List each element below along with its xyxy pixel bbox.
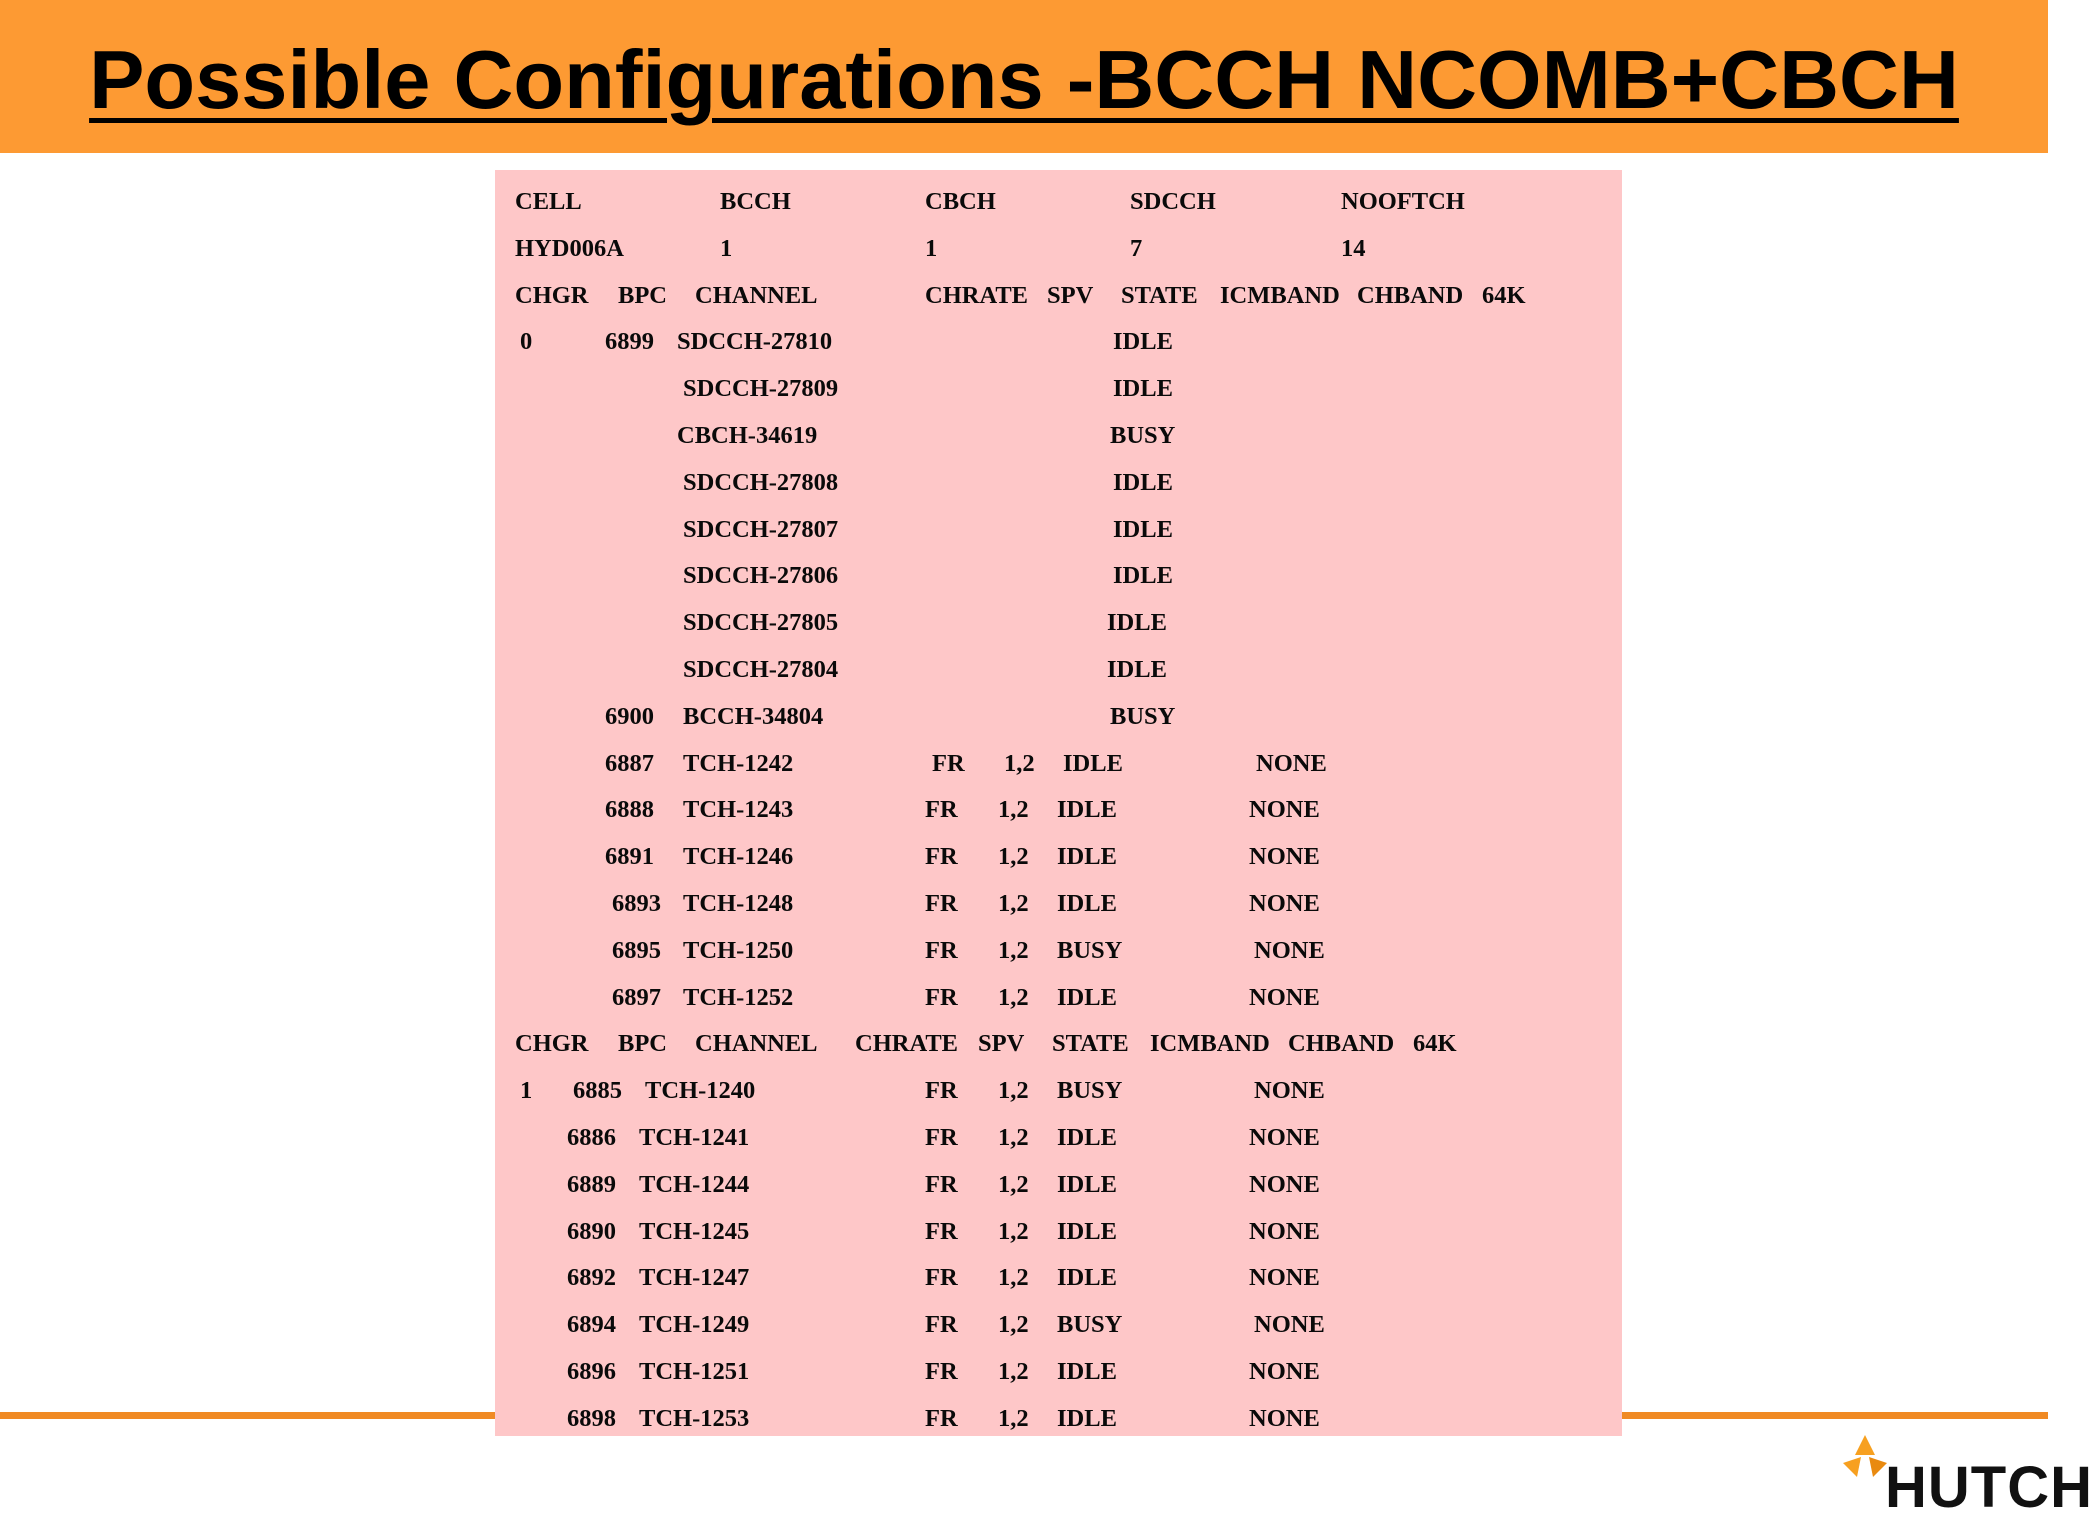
table-cell: IDLE	[1057, 843, 1117, 871]
table-row	[495, 1209, 1622, 1255]
table-cell: IDLE	[1063, 749, 1123, 777]
table-cell: BUSY	[1110, 702, 1176, 730]
table-cell: SDCCH-27806	[683, 562, 839, 590]
table-cell: ICMBAND	[1150, 1030, 1270, 1058]
table-row	[495, 1068, 1622, 1114]
table-cell: FR	[925, 936, 958, 964]
table-cell: BUSY	[1057, 1311, 1123, 1339]
table-cell: 14	[1341, 234, 1366, 262]
table-row	[495, 553, 1622, 599]
table-cell: CHANNEL	[695, 281, 818, 309]
table-cell: 6898	[567, 1404, 616, 1432]
table-row	[495, 647, 1622, 693]
table-cell: 6893	[612, 890, 661, 917]
table-cell: BPC	[618, 1030, 667, 1058]
table-cell: TCH-1244	[639, 1170, 750, 1198]
table-cell: IDLE	[1107, 609, 1167, 637]
table-cell: NONE	[1249, 796, 1320, 824]
table-cell: IDLE	[1057, 1170, 1117, 1198]
table-cell: 6889	[567, 1170, 616, 1198]
table-cell: 6896	[567, 1358, 616, 1385]
table-row	[495, 975, 1622, 1021]
table-cell: FR	[932, 749, 965, 777]
table-cell: TCH-1246	[683, 843, 794, 871]
table-cell: CHGR	[515, 281, 589, 309]
table-cell: NONE	[1249, 1170, 1320, 1198]
table-cell: 6900	[605, 702, 654, 730]
table-cell: SDCCH-27809	[683, 375, 839, 403]
table-cell: CHBAND	[1288, 1030, 1395, 1058]
table-cell: 0	[520, 328, 533, 356]
table-cell: SPV	[1047, 281, 1094, 309]
table-cell: IDLE	[1057, 983, 1117, 1011]
table-cell: NONE	[1249, 1264, 1320, 1292]
table-cell: 1,2	[998, 1358, 1029, 1385]
table-cell: FR	[925, 1217, 958, 1245]
table-cell: 1,2	[998, 890, 1029, 917]
table-cell: 6891	[605, 843, 654, 871]
table-cell: 1	[925, 234, 938, 262]
hutch-logo-text: HUTCH	[1885, 1455, 2093, 1520]
table-cell: FR	[925, 796, 958, 824]
table-cell: 6888	[605, 796, 654, 824]
table-cell: 6890	[567, 1217, 616, 1245]
table-cell: CHGR	[515, 1030, 589, 1058]
table-cell: IDLE	[1057, 890, 1117, 917]
table-cell: 1,2	[998, 983, 1029, 1011]
table-row	[495, 881, 1622, 927]
table-cell: 6885	[573, 1077, 622, 1105]
table-cell: IDLE	[1113, 328, 1173, 356]
table-row	[495, 226, 1622, 272]
table-cell: BUSY	[1110, 422, 1176, 449]
table-row	[495, 1396, 1622, 1442]
table-cell: NONE	[1254, 1077, 1325, 1105]
table-cell: FR	[925, 890, 958, 917]
table-row	[495, 1021, 1622, 1067]
table-cell: FR	[925, 983, 958, 1011]
config-printout-panel	[495, 170, 1622, 1436]
table-cell: CBCH	[925, 188, 996, 215]
table-cell: IDLE	[1113, 562, 1173, 590]
table-cell: FR	[925, 1404, 958, 1432]
table-row	[495, 928, 1622, 974]
table-row	[495, 1302, 1622, 1348]
table-row	[495, 273, 1622, 319]
table-row	[495, 1115, 1622, 1161]
table-cell: 7	[1130, 234, 1143, 262]
table-cell: IDLE	[1057, 1124, 1117, 1151]
table-cell: ICMBAND	[1220, 281, 1340, 309]
table-cell: 1,2	[1004, 749, 1035, 777]
table-cell: TCH-1243	[683, 796, 794, 824]
table-cell: 1,2	[998, 1217, 1029, 1245]
table-cell: BCCH-34804	[683, 702, 824, 730]
table-row	[495, 1255, 1622, 1301]
table-cell: SDCCH-27804	[683, 656, 839, 683]
table-cell: STATE	[1121, 281, 1198, 309]
hutch-logo	[1835, 1428, 2093, 1528]
table-cell: FR	[925, 1311, 958, 1339]
table-row	[495, 507, 1622, 553]
table-cell: 1	[520, 1077, 533, 1105]
table-cell: 1,2	[998, 1170, 1029, 1198]
table-cell: 1,2	[998, 1264, 1029, 1292]
table-cell: IDLE	[1057, 1404, 1117, 1432]
table-row	[495, 694, 1622, 740]
table-cell: TCH-1249	[639, 1311, 750, 1339]
table-cell: 1	[720, 234, 733, 262]
table-cell: BPC	[618, 281, 667, 309]
table-cell: 1,2	[998, 1077, 1029, 1105]
table-cell: BUSY	[1057, 936, 1123, 964]
table-cell: IDLE	[1113, 468, 1173, 496]
table-row	[495, 319, 1622, 365]
table-cell: TCH-1248	[683, 890, 794, 917]
table-cell: TCH-1241	[639, 1124, 750, 1151]
table-cell: IDLE	[1057, 1358, 1117, 1385]
table-cell: CHRATE	[855, 1030, 959, 1058]
table-cell: IDLE	[1057, 796, 1117, 824]
title-bar	[0, 0, 2048, 153]
table-cell: 6899	[605, 328, 654, 356]
table-row	[495, 834, 1622, 880]
table-cell: FR	[925, 843, 958, 871]
table-cell: NONE	[1254, 1311, 1325, 1339]
table-cell: SDCCH-27805	[683, 609, 839, 637]
table-cell: 1,2	[998, 1311, 1029, 1339]
table-cell: TCH-1247	[639, 1264, 750, 1292]
table-cell: 1,2	[998, 1404, 1029, 1432]
table-cell: 1,2	[998, 936, 1029, 964]
table-cell: NONE	[1254, 936, 1325, 964]
slide-title: Possible Configurations -BCCH NCOMB+CBCH	[89, 33, 1959, 126]
table-cell: TCH-1245	[639, 1217, 750, 1245]
table-cell: CHRATE	[925, 281, 1029, 309]
table-cell: NONE	[1249, 1404, 1320, 1432]
table-cell: SDCCH-27807	[683, 515, 839, 543]
table-cell: CBCH-34619	[677, 422, 818, 449]
table-cell: IDLE	[1113, 375, 1173, 403]
table-cell: TCH-1240	[645, 1077, 756, 1105]
table-cell: 64K	[1413, 1030, 1457, 1058]
table-cell: 6886	[567, 1124, 616, 1151]
table-cell: NONE	[1249, 983, 1320, 1011]
table-cell: 6892	[567, 1264, 616, 1292]
table-cell: 6894	[567, 1311, 616, 1339]
table-cell: IDLE	[1107, 656, 1167, 683]
table-cell: IDLE	[1113, 515, 1173, 543]
table-cell: SDCCH-27808	[683, 468, 839, 496]
table-cell: SDCCH-27810	[677, 328, 833, 356]
table-cell: TCH-1251	[639, 1358, 750, 1385]
table-cell: IDLE	[1057, 1217, 1117, 1245]
table-row	[495, 179, 1622, 225]
table-cell: 6895	[612, 936, 661, 964]
table-cell: CELL	[515, 188, 582, 215]
table-cell: STATE	[1052, 1030, 1129, 1058]
table-cell: NONE	[1249, 1124, 1320, 1151]
table-cell: NONE	[1249, 1358, 1320, 1385]
table-row	[495, 741, 1622, 787]
table-cell: CHBAND	[1357, 281, 1464, 309]
table-cell: 64K	[1482, 281, 1526, 309]
table-row	[495, 787, 1622, 833]
table-cell: SDCCH	[1130, 188, 1216, 215]
table-cell: TCH-1253	[639, 1404, 750, 1432]
table-cell: NONE	[1249, 890, 1320, 917]
table-cell: HYD006A	[515, 234, 624, 262]
table-cell: 6897	[612, 983, 661, 1011]
table-cell: 6887	[605, 749, 654, 777]
table-cell: FR	[925, 1077, 958, 1105]
table-cell: NONE	[1256, 749, 1327, 777]
table-cell: TCH-1252	[683, 983, 794, 1011]
table-cell: SPV	[978, 1030, 1025, 1058]
table-row	[495, 1349, 1622, 1395]
table-cell: FR	[925, 1264, 958, 1292]
table-cell: NONE	[1249, 843, 1320, 871]
table-cell: IDLE	[1057, 1264, 1117, 1292]
table-cell: BCCH	[720, 188, 791, 215]
table-cell: FR	[925, 1124, 958, 1151]
table-cell: BUSY	[1057, 1077, 1123, 1105]
table-row	[495, 460, 1622, 506]
table-row	[495, 413, 1622, 459]
table-cell: NOOFTCH	[1341, 188, 1465, 215]
table-cell: 1,2	[998, 796, 1029, 824]
table-row	[495, 1162, 1622, 1208]
table-row	[495, 366, 1622, 412]
table-cell: NONE	[1249, 1217, 1320, 1245]
table-cell: 1,2	[998, 1124, 1029, 1151]
table-cell: TCH-1242	[683, 749, 794, 777]
table-cell: TCH-1250	[683, 936, 794, 964]
table-cell: FR	[925, 1170, 958, 1198]
table-row	[495, 600, 1622, 646]
table-cell: FR	[925, 1358, 958, 1385]
table-cell: CHANNEL	[695, 1030, 818, 1058]
table-cell: 1,2	[998, 843, 1029, 871]
